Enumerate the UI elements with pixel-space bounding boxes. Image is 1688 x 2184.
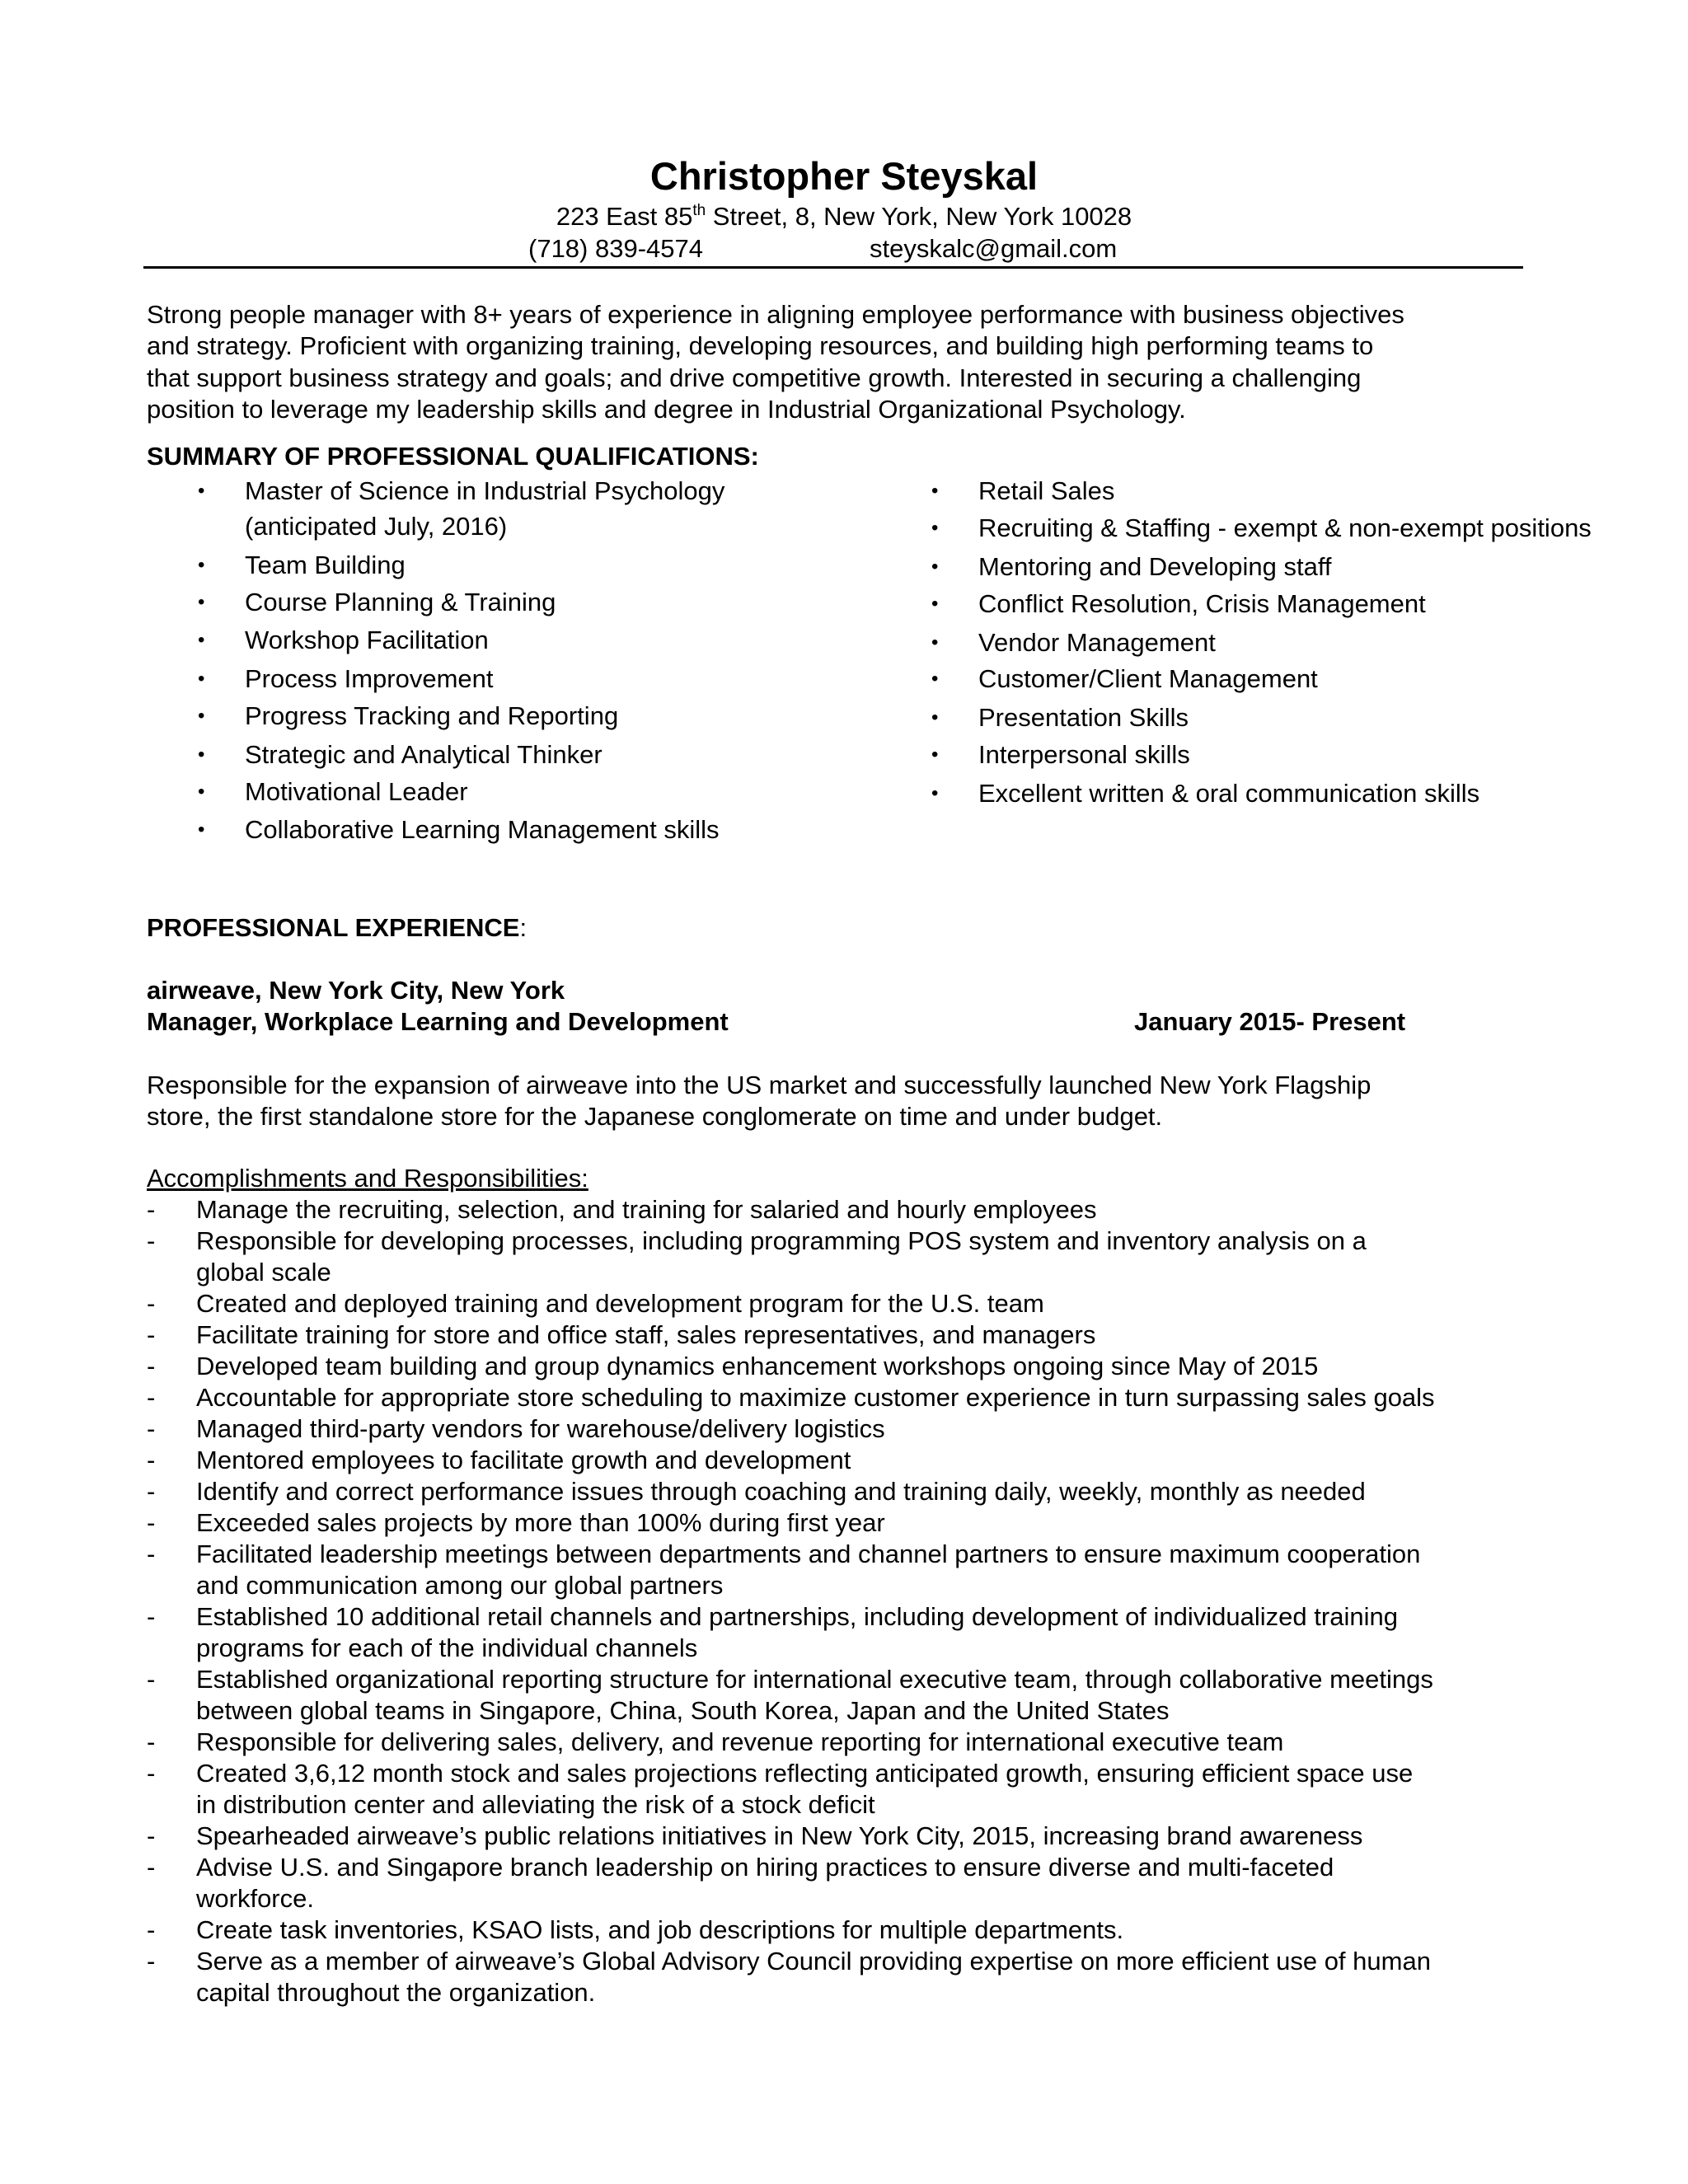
qualification-item: Vendor Management xyxy=(978,628,1216,657)
experience-heading-line xyxy=(147,912,527,944)
accomplishment-item-continued: workforce. xyxy=(196,1884,314,1913)
bullet-icon: • xyxy=(198,554,205,576)
qualification-item: Presentation Skills xyxy=(978,703,1189,732)
company-name: airweave, New York City, New York xyxy=(147,976,565,1005)
accomplishment-item-continued: between global teams in Singapore, China, South Korea, Japan and the United States xyxy=(196,1696,1170,1725)
accomplishment-item: Exceeded sales projects by more than 100% during first year xyxy=(196,1508,885,1537)
job-dates: January 2015- Present xyxy=(1134,1007,1406,1036)
qualification-item: Master of Science in Industrial Psychology xyxy=(245,476,725,505)
accomplishment-item: Facilitated leadership meetings between departments and channel partners to ensure maximum cooperation xyxy=(196,1540,1421,1568)
job-description-line: Responsible for the expansion of airweave into the US market and successfully launched New York Flagship xyxy=(147,1071,1372,1099)
bullet-icon: • xyxy=(931,480,939,502)
address-street-number: 223 East 85 xyxy=(556,202,693,231)
address-ordinal-suffix: th xyxy=(692,202,706,219)
bullet-icon: • xyxy=(931,593,939,615)
bullet-icon: • xyxy=(198,591,205,613)
qualification-item: Strategic and Analytical Thinker xyxy=(245,740,603,769)
dash-marker: - xyxy=(147,1289,156,1318)
qualification-item: Customer/Client Management xyxy=(978,664,1318,693)
address-line xyxy=(0,201,1688,232)
experience-heading-colon: : xyxy=(519,913,528,942)
dash-marker: - xyxy=(147,1383,156,1412)
summary-line: position to leverage my leadership skills and degree in Industrial Organizational Psychology. xyxy=(147,395,1186,424)
bullet-icon: • xyxy=(931,631,939,654)
email-address: steyskalc@gmail.com xyxy=(870,234,1118,263)
accomplishment-item: Responsible for delivering sales, delivery, and revenue reporting for international executive team xyxy=(196,1727,1284,1756)
bullet-icon: • xyxy=(931,668,939,690)
qualification-item: Course Planning & Training xyxy=(245,588,556,616)
accomplishment-item-continued: in distribution center and alleviating the risk of a stock deficit xyxy=(196,1790,875,1819)
qualification-item: Conflict Resolution, Crisis Management xyxy=(978,589,1426,618)
bullet-icon: • xyxy=(931,706,939,729)
accomplishment-item: Manage the recruiting, selection, and training for salaried and hourly employees xyxy=(196,1195,1097,1224)
bullet-icon: • xyxy=(198,629,205,651)
bullet-icon: • xyxy=(198,705,205,727)
accomplishment-item-continued: capital throughout the organization. xyxy=(196,1978,596,2007)
summary-line: and strategy. Proficient with organizing training, developing resources, and building high performing teams to xyxy=(147,331,1374,360)
address-remainder: Street, 8, New York, New York 10028 xyxy=(706,202,1132,231)
bullet-icon: • xyxy=(931,517,939,539)
qualification-item: Motivational Leader xyxy=(245,777,468,806)
candidate-name: Christopher Steyskal xyxy=(649,154,1039,198)
summary-line: Strong people manager with 8+ years of experience in aligning employee performance with business objectives xyxy=(147,300,1404,329)
accomplishment-item: Accountable for appropriate store scheduling to maximize customer experience in turn surpassing sales goals xyxy=(196,1383,1435,1412)
accomplishment-item-continued: programs for each of the individual channels xyxy=(196,1633,698,1662)
dash-marker: - xyxy=(147,1821,156,1850)
qualification-item: Progress Tracking and Reporting xyxy=(245,701,619,730)
qualification-item: Retail Sales xyxy=(978,476,1115,505)
qualification-item: Collaborative Learning Management skills xyxy=(245,815,720,844)
accomplishment-item-continued: and communication among our global partners xyxy=(196,1571,724,1600)
dash-marker: - xyxy=(147,1759,156,1788)
dash-marker: - xyxy=(147,1320,156,1349)
bullet-icon: • xyxy=(198,818,205,841)
accomplishment-item: Serve as a member of airweave’s Global Advisory Council providing expertise on more efficient use of human xyxy=(196,1947,1431,1975)
dash-marker: - xyxy=(147,1477,156,1506)
bullet-icon: • xyxy=(198,480,205,502)
dash-marker: - xyxy=(147,1195,156,1224)
accomplishment-item: Spearheaded airweave’s public relations initiatives in New York City, 2015, increasing brand awareness xyxy=(196,1821,1363,1850)
bullet-icon: • xyxy=(931,743,939,766)
experience-heading: PROFESSIONAL EXPERIENCE xyxy=(147,913,520,942)
accomplishment-item: Create task inventories, KSAO lists, and job descriptions for multiple departments. xyxy=(196,1915,1124,1944)
qualification-item: Recruiting & Staffing - exempt & non-exempt positions xyxy=(978,513,1592,542)
accomplishment-item: Identify and correct performance issues through coaching and training daily, weekly, monthly as needed xyxy=(196,1477,1366,1506)
accomplishment-item-continued: global scale xyxy=(196,1258,331,1286)
qualification-item: Interpersonal skills xyxy=(978,740,1190,769)
dash-marker: - xyxy=(147,1947,156,1975)
dash-marker: - xyxy=(147,1226,156,1255)
bullet-icon: • xyxy=(198,780,205,803)
accomplishment-item: Established 10 additional retail channels and partnerships, including development of individualized training xyxy=(196,1602,1398,1631)
job-title: Manager, Workplace Learning and Development xyxy=(147,1007,729,1036)
dash-marker: - xyxy=(147,1508,156,1537)
dash-marker: - xyxy=(147,1414,156,1443)
phone-number: (718) 839-4574 xyxy=(528,234,703,263)
job-description-line: store, the first standalone store for the Japanese conglomerate on time and under budget. xyxy=(147,1102,1163,1131)
accomplishment-item: Created 3,6,12 month stock and sales projections reflecting anticipated growth, ensuring efficient space use xyxy=(196,1759,1414,1788)
accomplishment-item: Facilitate training for store and office staff, sales representatives, and managers xyxy=(196,1320,1096,1349)
dash-marker: - xyxy=(147,1727,156,1756)
qualification-item: Mentoring and Developing staff xyxy=(978,552,1332,581)
accomplishment-item: Responsible for developing processes, including programming POS system and inventory analysis on a xyxy=(196,1226,1367,1255)
accomplishments-heading: Accomplishments and Responsibilities: xyxy=(147,1164,588,1193)
dash-marker: - xyxy=(147,1540,156,1568)
bullet-icon: • xyxy=(198,668,205,690)
qualification-item: Team Building xyxy=(245,551,406,579)
summary-line: that support business strategy and goals; and drive competitive growth. Interested in securing a challenging xyxy=(147,363,1362,392)
accomplishment-item: Established organizational reporting structure for international executive team, through collaborative meetings xyxy=(196,1665,1433,1694)
dash-marker: - xyxy=(147,1665,156,1694)
header-divider xyxy=(143,266,1523,269)
qualification-item: Workshop Facilitation xyxy=(245,626,489,654)
bullet-icon: • xyxy=(931,782,939,804)
qualification-item-continued: (anticipated July, 2016) xyxy=(245,512,508,541)
bullet-icon: • xyxy=(198,743,205,766)
qualification-item: Process Improvement xyxy=(245,664,494,693)
dash-marker: - xyxy=(147,1352,156,1380)
qualification-item: Excellent written & oral communication skills xyxy=(978,779,1480,808)
qualifications-heading: SUMMARY OF PROFESSIONAL QUALIFICATIONS: xyxy=(147,442,759,471)
accomplishment-item: Managed third-party vendors for warehouse/delivery logistics xyxy=(196,1414,885,1443)
dash-marker: - xyxy=(147,1915,156,1944)
dash-marker: - xyxy=(147,1853,156,1882)
accomplishment-item: Advise U.S. and Singapore branch leadership on hiring practices to ensure diverse and multi-faceted xyxy=(196,1853,1334,1882)
accomplishment-item: Created and deployed training and development program for the U.S. team xyxy=(196,1289,1044,1318)
accomplishment-item: Developed team building and group dynamics enhancement workshops ongoing since May of 2015 xyxy=(196,1352,1319,1380)
accomplishment-item: Mentored employees to facilitate growth and development xyxy=(196,1446,851,1474)
dash-marker: - xyxy=(147,1602,156,1631)
bullet-icon: • xyxy=(931,555,939,578)
dash-marker: - xyxy=(147,1446,156,1474)
